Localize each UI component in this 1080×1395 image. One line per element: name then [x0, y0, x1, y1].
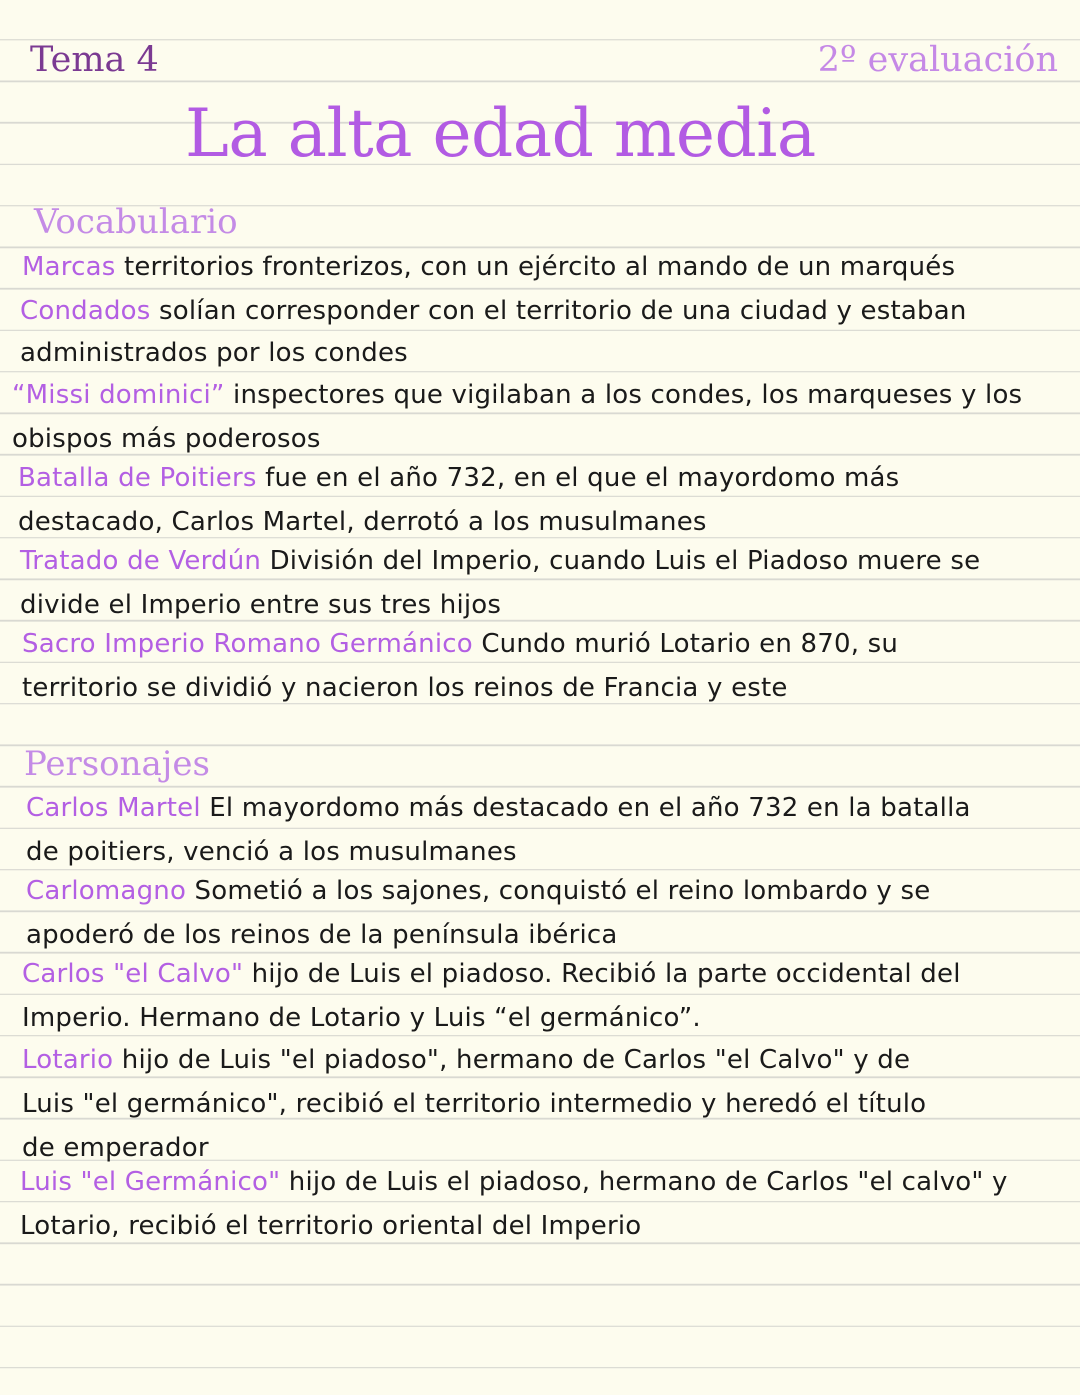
vocab-term: Sacro Imperio Romano Germánico — [22, 629, 473, 659]
character-description-continuation: Luis "el germánico", recibió el territorio intermedio y heredó el título — [22, 1089, 927, 1119]
vocab-definition: inspectores que vigilaban a los condes, los marqueses y los — [233, 380, 1023, 410]
vocab-entry-line — [22, 252, 955, 282]
character-name: Carlomagno — [26, 876, 187, 906]
character-description: Sometió a los sajones, conquistó el reino lombardo y se — [194, 876, 931, 906]
vocab-entry-line — [12, 380, 1022, 410]
character-name: Carlos "el Calvo" — [22, 959, 244, 989]
vocab-term: Tratado de Verdún — [20, 546, 262, 576]
vocab-entry-line — [20, 296, 967, 326]
character-description-continuation: de emperador — [22, 1133, 209, 1163]
vocab-definition: División del Imperio, cuando Luis el Piadoso muere se — [269, 546, 981, 576]
character-name: Luis "el Germánico" — [20, 1167, 281, 1197]
vocab-term: Marcas — [22, 252, 116, 282]
character-description: El mayordomo más destacado en el año 732 en la batalla — [209, 793, 971, 823]
character-description-continuation: Lotario, recibió el territorio oriental del Imperio — [20, 1211, 642, 1241]
evaluation-label: 2º evaluación — [817, 40, 1058, 80]
vocab-definition: territorios fronterizos, con un ejército al mando de un marqués — [123, 252, 956, 282]
vocab-definition: solían corresponder con el territorio de una ciudad y estaban — [159, 296, 967, 326]
character-entry-line — [26, 876, 930, 906]
vocab-entry-line — [18, 463, 899, 493]
character-description-continuation: de poitiers, venció a los musulmanes — [26, 837, 517, 867]
vocab-entry-line — [20, 546, 980, 576]
character-name: Lotario — [22, 1045, 114, 1075]
character-entry-line — [26, 793, 971, 823]
topic-label: Tema 4 — [30, 40, 159, 80]
vocab-definition-continuation: divide el Imperio entre sus tres hijos — [20, 590, 502, 620]
character-description: hijo de Luis el piadoso. Recibió la parte occidental del — [251, 959, 961, 989]
character-description: hijo de Luis "el piadoso", hermano de Carlos "el Calvo" y de — [121, 1045, 911, 1075]
character-description-continuation: apoderó de los reinos de la península ibérica — [26, 920, 618, 950]
vocab-entry-line — [22, 629, 898, 659]
vocab-definition-continuation: territorio se dividió y nacieron los reinos de Francia y este — [22, 673, 788, 703]
section-heading-vocabulario: Vocabulario — [34, 202, 238, 242]
vocab-definition-continuation: administrados por los condes — [20, 338, 408, 368]
character-description: hijo de Luis el piadoso, hermano de Carlos "el calvo" y — [288, 1167, 1008, 1197]
character-entry-line — [22, 1045, 910, 1075]
character-entry-line — [22, 959, 961, 989]
vocab-definition: fue en el año 732, en el que el mayordomo más — [265, 463, 900, 493]
character-name: Carlos Martel — [26, 793, 201, 823]
character-entry-line — [20, 1167, 1008, 1197]
vocab-term: “Missi dominici” — [12, 380, 225, 410]
vocab-term: Condados — [20, 296, 151, 326]
section-heading-personajes: Personajes — [24, 744, 210, 784]
character-description-continuation: Imperio. Hermano de Lotario y Luis “el germánico”. — [22, 1003, 701, 1033]
vocab-definition-continuation: obispos más poderosos — [12, 424, 321, 454]
vocab-term: Batalla de Poitiers — [18, 463, 257, 493]
page-title: La alta edad media — [185, 95, 816, 172]
vocab-definition: Cundo murió Lotario en 870, su — [481, 629, 899, 659]
vocab-definition-continuation: destacado, Carlos Martel, derrotó a los musulmanes — [18, 507, 707, 537]
